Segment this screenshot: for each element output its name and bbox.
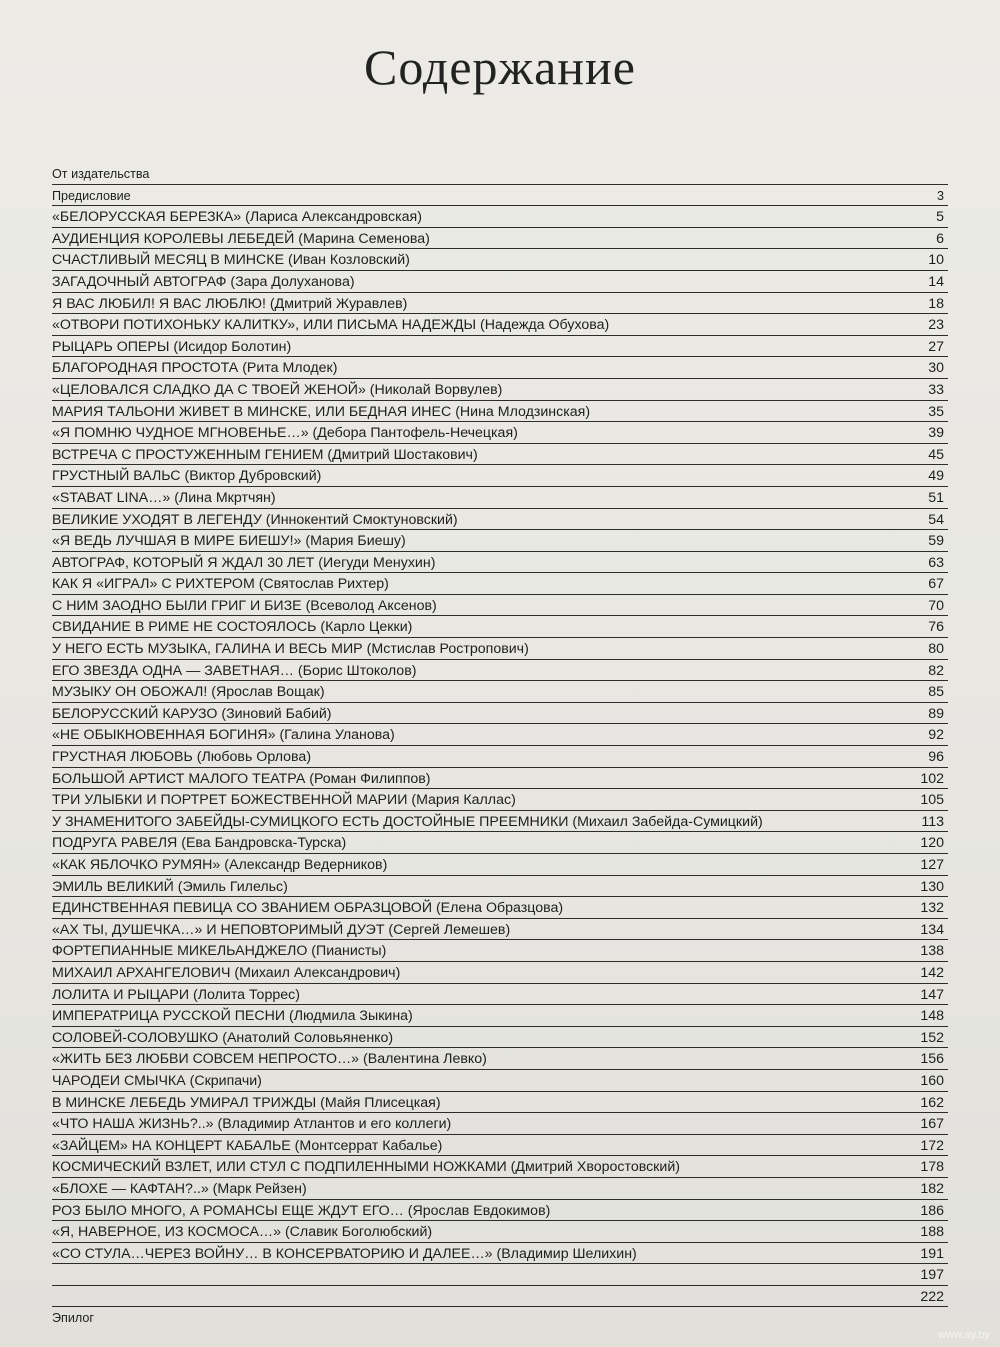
toc-row: [52, 379, 948, 401]
toc-entry-page: 18: [928, 295, 944, 312]
toc-row: [52, 919, 948, 941]
toc-entry-title: БЕЛОРУССКИЙ КАРУЗО (Зиновий Бабий): [52, 705, 332, 722]
toc-entry-page: 188: [920, 1224, 944, 1241]
toc-entry-title: СОЛОВЕЙ-СОЛОВУШКО (Анатолий Соловьяненко): [52, 1029, 394, 1046]
toc-row: [52, 746, 948, 768]
toc-entry-title: ЕГО ЗВЕЗДА ОДНА — ЗАВЕТНАЯ… (Борис Штоколов): [52, 662, 417, 679]
toc-row: [52, 185, 948, 207]
toc-row: [52, 206, 948, 228]
toc-row: [52, 1178, 948, 1200]
toc-entry-title: ТРИ УЛЫБКИ И ПОРТРЕТ БОЖЕСТВЕННОЙ МАРИИ (Мария Каллас): [52, 792, 516, 809]
toc-entry-title: «Я, НАВЕРНОЕ, ИЗ КОСМОСА…» (Славик Боголюбский): [52, 1224, 433, 1241]
toc-entry-page: 80: [928, 641, 944, 658]
toc-row: [52, 487, 948, 509]
toc-entry-title: В МИНСКЕ ЛЕБЕДЬ УМИРАЛ ТРИЖДЫ (Майя Плисецкая): [52, 1094, 441, 1111]
toc-row: [52, 357, 948, 379]
toc-entry-title: «БЛОХЕ — КАФТАН?..» (Марк Рейзен): [52, 1180, 307, 1197]
toc-entry-page: 162: [920, 1094, 944, 1111]
watermark: www.ay.by: [938, 1329, 990, 1341]
toc-row: [52, 401, 948, 423]
toc-entry-page: 3: [936, 188, 944, 203]
toc-entry-title: КОСМИЧЕСКИЙ ВЗЛЕТ, ИЛИ СТУЛ С ПОДПИЛЕННЫМИ НОЖКАМИ (Дмитрий Хворостовский): [52, 1159, 680, 1176]
toc-entry-title: У ЗНАМЕНИТОГО ЗАБЕЙДЫ-СУМИЦКОГО ЕСТЬ ДОСТОЙНЫЕ ПРЕЕМНИКИ (Михаил Забейда-Сумицкий): [52, 813, 763, 830]
toc-entry-page: 54: [928, 511, 944, 528]
toc-entry-title: С НИМ ЗАОДНО БЫЛИ ГРИГ И БИЗЕ (Всеволод Аксенов): [52, 597, 437, 614]
toc-entry-page: 76: [928, 619, 944, 636]
toc-row: [52, 811, 948, 833]
toc-entry-page: 222: [920, 1288, 944, 1305]
toc-entry-title: ВЕЛИКИЕ УХОДЯТ В ЛЕГЕНДУ (Иннокентий Смоктуновский): [52, 511, 458, 528]
toc-entry-page: 156: [920, 1051, 944, 1068]
toc-row: [52, 703, 948, 725]
toc-entry-page: 132: [920, 900, 944, 917]
toc-entry-page: 120: [920, 835, 944, 852]
toc-entry-title: «СО СТУЛА…ЧЕРЕЗ ВОЙНУ… В КОНСЕРВАТОРИЮ И ДАЛЕЕ…» (Владимир Шелихин): [52, 1245, 637, 1262]
toc-entry-page: 70: [928, 597, 944, 614]
toc-entry-page: 92: [928, 727, 944, 744]
toc-entry-page: 5: [936, 209, 944, 226]
toc-entry-title: ГРУСТНЫЙ ВАЛЬС (Виктор Дубровский): [52, 468, 322, 485]
toc-entry-page: 51: [928, 489, 944, 506]
toc-row: [52, 876, 948, 898]
toc-entry-title: Я ВАС ЛЮБИЛ! Я ВАС ЛЮБЛЮ! (Дмитрий Журавлев): [52, 295, 408, 312]
toc-entry-page: 130: [920, 878, 944, 895]
toc-entry-title: РОЗ БЫЛО МНОГО, А РОМАНСЫ ЕЩЕ ЖДУТ ЕГО… (Ярослав Евдокимов): [52, 1202, 551, 1219]
toc-entry-page: 39: [928, 425, 944, 442]
toc-row: [52, 422, 948, 444]
toc-entry-page: 10: [928, 252, 944, 269]
toc-row: [52, 854, 948, 876]
toc-entry-title: МУЗЫКУ ОН ОБОЖАЛ! (Ярослав Вощак): [52, 684, 325, 701]
toc-entry-title: БОЛЬШОЙ АРТИСТ МАЛОГО ТЕАТРА (Роман Филиппов): [52, 770, 431, 787]
toc-entry-title: «Я ВЕДЬ ЛУЧШАЯ В МИРЕ БИЕШУ!» (Мария Биешу): [52, 533, 406, 550]
toc-entry-page: 160: [920, 1072, 944, 1089]
toc-row: [52, 1307, 948, 1328]
toc-entry-page: 23: [928, 317, 944, 334]
toc-entry-page: 35: [928, 403, 944, 420]
toc-entry-title: «КАК ЯБЛОЧКО РУМЯН» (Александр Ведерников): [52, 857, 388, 873]
toc-row: [52, 962, 948, 984]
toc-entry-title: АВТОГРАФ, КОТОРЫЙ Я ЖДАЛ 30 ЛЕТ (Иегуди Менухин): [52, 554, 436, 571]
toc-entry-title: «ЦЕЛОВАЛСЯ СЛАДКО ДА С ТВОЕЙ ЖЕНОЙ» (Николай Ворвулев): [52, 381, 503, 398]
toc-entry-page: 45: [928, 446, 944, 463]
toc-row: [52, 465, 948, 487]
toc-row: [52, 336, 948, 358]
toc-entry-title: ЕДИНСТВЕННАЯ ПЕВИЦА СО ЗВАНИЕМ ОБРАЗЦОВОЙ (Елена Образцова): [52, 900, 564, 917]
toc-row: [52, 660, 948, 682]
toc-entry-title: ПОДРУГА РАВЕЛЯ (Ева Бандровска-Турска): [52, 835, 347, 852]
toc-entry-page: 96: [928, 749, 944, 766]
toc-row: [52, 444, 948, 466]
toc-entry-title: МИХАИЛ АРХАНГЕЛОВИЧ (Михаил Александрович): [52, 964, 401, 981]
toc-entry-page: 85: [928, 684, 944, 701]
toc-row: [52, 530, 948, 552]
toc-entry-title: Предисловие: [52, 188, 131, 203]
toc-entry-title: «STABAT LINA…» (Лина Мкртчян): [52, 489, 276, 506]
toc-row: [52, 163, 948, 185]
toc-entry-page: 89: [928, 705, 944, 722]
toc-row: [52, 1048, 948, 1070]
toc-row: [52, 314, 948, 336]
toc-entry-title: КАК Я «ИГРАЛ» С РИХТЕРОМ (Святослав Рихтер): [52, 576, 389, 593]
toc-row: [52, 1286, 948, 1308]
toc-entry-page: 191: [920, 1245, 944, 1262]
toc-entry-page: 142: [920, 964, 944, 981]
toc-row: [52, 509, 948, 531]
toc-row: [52, 768, 948, 790]
toc-entry-title: ЗАГАДОЧНЫЙ АВТОГРАФ (Зара Долуханова): [52, 273, 355, 290]
page-title: Содержание: [364, 39, 636, 95]
toc-entry-page: 33: [928, 381, 944, 398]
toc-entry-page: 113: [921, 813, 944, 830]
toc-entry-title: «АХ ТЫ, ДУШЕЧКА…» И НЕПОВТОРИМЫЙ ДУЭТ (Сергей Лемешев): [52, 921, 511, 938]
toc-row: [52, 271, 948, 293]
toc-row: [52, 552, 948, 574]
toc-row: [52, 293, 948, 315]
toc-entry-page: 186: [920, 1202, 944, 1219]
toc-entry-page: 105: [920, 792, 944, 809]
toc-entry-page: 6: [936, 230, 944, 247]
toc-entry-title: «БЕЛОРУССКАЯ БЕРЕЗКА» (Лариса Александровская): [52, 209, 422, 226]
toc-entry-title: Эпилог: [52, 1311, 94, 1326]
toc-row: [52, 1005, 948, 1027]
toc-entry-page: 27: [928, 338, 944, 355]
toc-entry-page: 197: [920, 1267, 944, 1284]
toc-entry-title: ФОРТЕПИАННЫЕ МИКЕЛЬАНДЖЕЛО (Пианисты): [52, 943, 387, 960]
toc-entry-page: 102: [920, 770, 944, 787]
toc-entry-title: «ЖИТЬ БЕЗ ЛЮБВИ СОВСЕМ НЕПРОСТО…» (Валентина Левко): [52, 1051, 487, 1068]
toc-row: [52, 724, 948, 746]
toc-entry-title: АУДИЕНЦИЯ КОРОЛЕВЫ ЛЕБЕДЕЙ (Марина Семенова): [52, 230, 430, 247]
toc-row: [52, 897, 948, 919]
toc-entry-page: 59: [928, 533, 944, 550]
toc-entry-page: 14: [928, 273, 944, 290]
toc-entry-page: 67: [928, 576, 944, 593]
toc-row: [52, 1243, 948, 1265]
table-of-contents: [52, 163, 948, 1328]
toc-entry-title: «НЕ ОБЫКНОВЕННАЯ БОГИНЯ» (Галина Уланова): [52, 727, 395, 744]
toc-entry-page: 138: [920, 943, 944, 960]
toc-row: [52, 940, 948, 962]
toc-entry-title: У НЕГО ЕСТЬ МУЗЫКА, ГАЛИНА И ВЕСЬ МИР (Мстислав Ростропович): [52, 641, 529, 658]
toc-entry-title: «ОТВОРИ ПОТИХОНЬКУ КАЛИТКУ», ИЛИ ПИСЬМА НАДЕЖДЫ (Надежда Обухова): [52, 317, 610, 334]
toc-row: [52, 832, 948, 854]
toc-entry-page: 127: [920, 857, 944, 873]
toc-entry-title: ЛОЛИТА И РЫЦАРИ (Лолита Торрес): [52, 986, 300, 1003]
toc-entry-title: ИМПЕРАТРИЦА РУССКОЙ ПЕСНИ (Людмила Зыкина): [52, 1008, 413, 1025]
toc-row: [52, 595, 948, 617]
toc-entry-page: 134: [920, 921, 944, 938]
toc-entry-page: 148: [920, 1008, 944, 1025]
toc-row: [52, 1156, 948, 1178]
toc-entry-page: 63: [928, 554, 944, 571]
toc-row: [52, 1070, 948, 1092]
toc-entry-title: СЧАСТЛИВЫЙ МЕСЯЦ В МИНСКЕ (Иван Козловский): [52, 252, 410, 269]
toc-entry-page: 172: [920, 1137, 944, 1154]
toc-entry-page: 82: [928, 662, 944, 679]
toc-entry-title: ЭМИЛЬ ВЕЛИКИЙ (Эмиль Гилельс): [52, 878, 288, 895]
toc-row: [52, 1135, 948, 1157]
toc-entry-title: От издательства: [52, 167, 150, 181]
toc-entry-page: 147: [920, 986, 944, 1003]
toc-entry-title: ГРУСТНАЯ ЛЮБОВЬ (Любовь Орлова): [52, 749, 312, 766]
toc-row: [52, 616, 948, 638]
toc-entry-title: «Я ПОМНЮ ЧУДНОЕ МГНОВЕНЬЕ…» (Дебора Пантофель-Нечецкая): [52, 425, 518, 442]
toc-entry-page: 30: [928, 360, 944, 377]
toc-row: [52, 638, 948, 660]
toc-row: [52, 1027, 948, 1049]
toc-entry-title: «ЧТО НАША ЖИЗНЬ?..» (Владимир Атлантов и его коллеги): [52, 1116, 452, 1133]
toc-row: [52, 984, 948, 1006]
toc-entry-page: 152: [920, 1029, 944, 1046]
toc-row: [52, 1092, 948, 1114]
toc-row: [52, 681, 948, 703]
toc-row: [52, 1200, 948, 1222]
toc-entry-title: БЛАГОРОДНАЯ ПРОСТОТА (Рита Млодек): [52, 360, 338, 377]
toc-row: [52, 1264, 948, 1286]
bleed-through-text: [330, 132, 334, 149]
toc-entry-page: 178: [920, 1159, 944, 1176]
toc-entry-title: МАРИЯ ТАЛЬОНИ ЖИВЕТ В МИНСКЕ, ИЛИ БЕДНАЯ ИНЕС (Нина Млодзинская): [52, 403, 591, 420]
toc-entry-title: РЫЦАРЬ ОПЕРЫ (Исидор Болотин): [52, 338, 292, 355]
toc-entry-title: ЧАРОДЕИ СМЫЧКА (Скрипачи): [52, 1072, 262, 1089]
toc-row: [52, 249, 948, 271]
toc-row: [52, 1221, 948, 1243]
toc-row: [52, 573, 948, 595]
toc-row: [52, 1113, 948, 1135]
toc-entry-title: ВСТРЕЧА С ПРОСТУЖЕННЫМ ГЕНИЕМ (Дмитрий Шостакович): [52, 446, 478, 463]
toc-row: [52, 789, 948, 811]
toc-entry-title: СВИДАНИЕ В РИМЕ НЕ СОСТОЯЛОСЬ (Карло Цекки): [52, 619, 413, 636]
toc-entry-title: «ЗАЙЦЕМ» НА КОНЦЕРТ КАБАЛЬЕ (Монтсеррат Кабалье): [52, 1137, 443, 1154]
toc-entry-page: 49: [928, 468, 944, 485]
toc-entry-page: 167: [920, 1116, 944, 1133]
toc-entry-page: 182: [920, 1180, 944, 1197]
toc-row: [52, 228, 948, 250]
